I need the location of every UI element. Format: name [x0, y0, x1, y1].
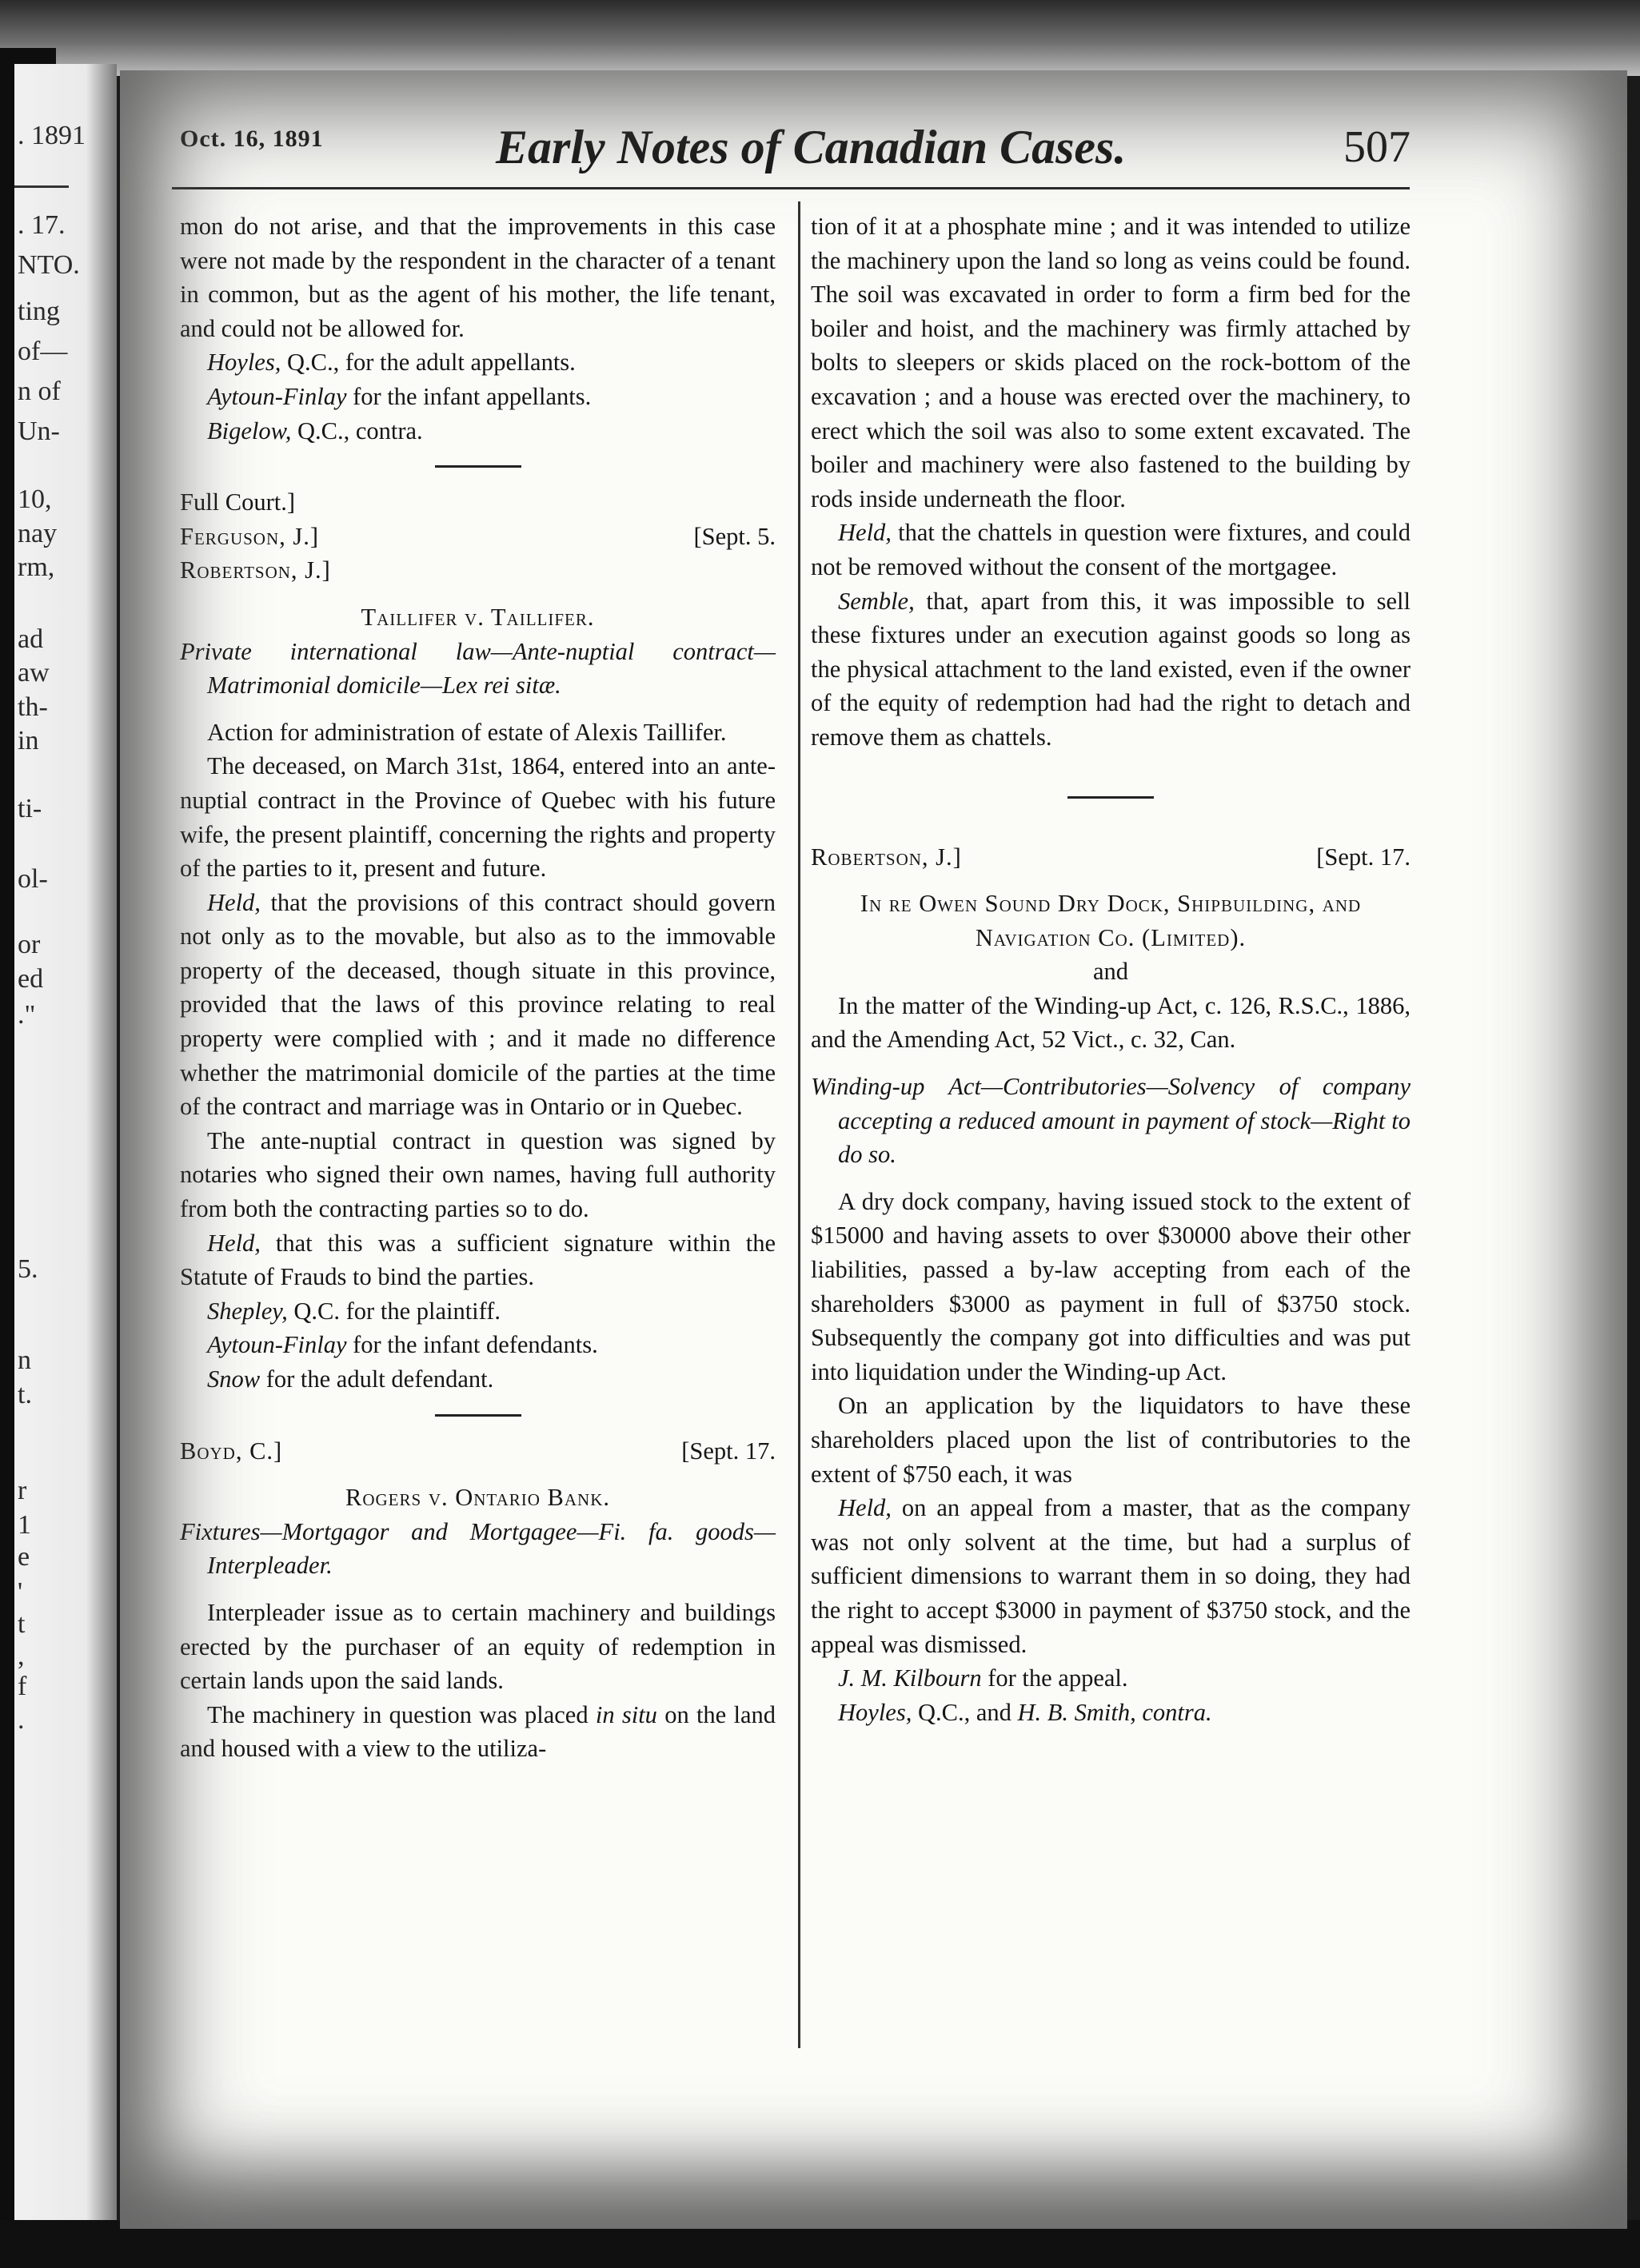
judge-name: Robertson, J.] [180, 556, 331, 584]
previous-page-fragment: ' [18, 1577, 23, 1607]
column-divider [798, 201, 800, 2048]
case-date: [Sept. 17. [1316, 843, 1411, 871]
previous-page-fragment: f [18, 1672, 27, 1701]
case-title: In re Owen Sound Dry Dock, Shipbuilding, and Navigation Co. (Limited). [860, 890, 1362, 951]
previous-page-fragment: rm, [18, 552, 55, 582]
headnote: Fixtures—Mortgagor and Mortgagee—Fi. fa. goods—Interpleader. [180, 1517, 776, 1580]
judge-name: Ferguson, J.] [180, 522, 320, 550]
paragraph: Action for administration of estate of Alexis Taillifer. [207, 718, 727, 746]
case-subtitle: In the matter of the Winding-up Act, c. 126, R.S.C., 1886, and the Amending Act, 52 Vict., c. 32, Can. [811, 991, 1411, 1054]
previous-page-fragment: in [18, 726, 39, 755]
holding: Held, on an appeal from a master, that as the company was not only solvent at the time, but had a surplus of sufficient dimensions to warrant them in so doing, they had the right to accept $3000 in payment of $3750 stock, and the appeal was dismissed. [811, 1494, 1411, 1658]
previous-page-fragment: n of [18, 377, 61, 406]
case-date: [Sept. 17. [681, 1437, 776, 1465]
counsel-line: Hoyles, Q.C., and H. B. Smith, contra. [838, 1698, 1212, 1726]
previous-page-fragment: ting [18, 297, 60, 326]
header-date: Oct. 16, 1891 [180, 126, 324, 152]
court-line: Boyd, C.] [180, 1437, 283, 1465]
previous-page-fragment: r [18, 1476, 27, 1505]
holding: Held, that the provisions of this contract should govern not only as to the movable, but also as to the immovable property of the deceased, though situate in this province, provided that the laws of this province relating to real property were complied with ; and it made no difference whether the matrimonial domicile of the parties at the time of the contract and marriage was in Ontario or in Quebec. [180, 888, 776, 1121]
previous-page-fragment: , [18, 1641, 25, 1671]
case-title-and: and [1092, 958, 1129, 986]
paragraph: The ante-nuptial contract in question was signed by notaries who signed their own names, having full authority from both the contracting parties so to do. [180, 1126, 776, 1223]
previous-page-fragment: ed [18, 964, 44, 994]
paragraph: The machinery in question was placed in situ on the land and housed with a view to the utiliza- [180, 1700, 776, 1763]
headnote: Winding-up Act—Contributories—Solvency of company accepting a reduced amount in payment of stock—Right to do so. [811, 1073, 1411, 1169]
previous-page-fragment: . [18, 1705, 25, 1735]
judge-row [180, 520, 776, 554]
paragraph: mon do not arise, and that the improvements in this case were not made by the respondent in the character of a tenant in common, but as the agent of his mother, the life tenant, and could not be allowed for. [180, 213, 776, 342]
scan-shadow-top [0, 0, 1640, 76]
previous-page-fragment: ti- [18, 794, 42, 823]
paragraph: A dry dock company, having issued stock to the extent of $15000 and having assets to over $30000 above their other liabilities, passed a by-law accepting from each of the shareholders $3000 as payment in full of $3750 stock. Subsequently the company got into difficulties and was put into liquidation under the Winding-up Act. [811, 1187, 1411, 1385]
previous-page-fragment: e [18, 1542, 30, 1572]
previous-page-fragment: . 1891 [18, 121, 86, 150]
previous-page-fragment: aw [18, 658, 50, 688]
header-rule [172, 187, 1410, 189]
previous-page-fragment: 1 [18, 1510, 31, 1540]
section-rule [1067, 796, 1154, 799]
previous-page-fragment: 10, [18, 484, 52, 514]
previous-page-fragment: NTO. [18, 250, 80, 280]
paragraph: On an application by the liquidators to have these shareholders placed upon the list of contributories to the extent of $750 each, it was [811, 1392, 1411, 1488]
previous-page-fragment: . 17. [18, 210, 66, 240]
paragraph: Interpleader issue as to certain machinery and buildings erected by the purchaser of an equity of redemption in certain lands upon the said lands. [180, 1598, 776, 1695]
judge-row [180, 1434, 776, 1469]
counsel-line: Shepley, Q.C. for the plaintiff. [207, 1297, 501, 1325]
left-column [180, 209, 776, 1766]
counsel-line: J. M. Kilbourn for the appeal. [838, 1664, 1128, 1692]
counsel-line: Aytoun-Finlay for the infant defendants. [207, 1331, 598, 1359]
holding: Held, that the chattels in question were fixtures, and could not be removed without the consent of the mortgagee. [811, 519, 1411, 580]
previous-page-fragment: t [18, 1609, 26, 1639]
previous-page-rule [14, 185, 69, 188]
holding: Held, that this was a sufficient signature within the Statute of Frauds to bind the parties. [180, 1229, 776, 1291]
running-title: Early Notes of Canadian Cases. [496, 121, 1127, 173]
previous-page-fragment: ad [18, 624, 44, 654]
paragraph: The deceased, on March 31st, 1864, entered into an ante-nuptial contract in the Province of Quebec with his future wife, the present plaintiff, concerning the rights and property of the parties to it, present and future. [180, 752, 776, 883]
case-date: [Sept. 5. [693, 522, 776, 550]
previous-page-fragment: 5. [18, 1254, 38, 1284]
previous-page-fragment: or [18, 930, 41, 959]
court-line: Robertson, J.] [811, 843, 962, 871]
counsel-line: Bigelow, Q.C., contra. [207, 417, 423, 444]
headnote: Private international law—Ante-nuptial contract—Matrimonial domicile—Lex rei sitæ. [180, 637, 776, 700]
previous-page-fragment: n [18, 1345, 31, 1375]
counsel-line: Aytoun-Finlay for the infant appellants. [207, 382, 592, 410]
right-column [811, 209, 1411, 1729]
previous-page-fragment: t. [18, 1380, 32, 1409]
paragraph: tion of it at a phosphate mine ; and it was intended to utilize the machinery upon the land so long as veins could be found. The soil was excavated in order to form a firm bed for the boiler and hoist, and the machinery was firmly attached by bolts to sleepers or skids placed on the rock-bottom of the excavation ; and a house was erected over the machinery, to erect which the soil was also to some extent excavated. The boiler and machinery were also fastened to the building by rods inside underneath the floor. [811, 213, 1411, 512]
semble: Semble, that, apart from this, it was impossible to sell these fixtures under an execution against goods so long as the physical attachment to the land existed, even if the owner of the equity of redemption had had the right to detach and remove them as chattels. [811, 587, 1411, 751]
page-number: 507 [1343, 122, 1411, 172]
previous-page-fragment: nay [18, 519, 58, 548]
court-line: Full Court.] [180, 488, 296, 516]
previous-page-fragment: Un- [18, 417, 60, 446]
previous-page-fragment: ." [18, 1000, 36, 1030]
section-rule [435, 465, 521, 468]
previous-page-fragment: th- [18, 692, 48, 722]
previous-page-fragment: ol- [18, 864, 48, 894]
counsel-line: Snow for the adult defendant. [207, 1365, 494, 1393]
case-title: Taillifer v. Taillifer. [361, 603, 595, 631]
section-rule [435, 1414, 521, 1417]
counsel-line: Hoyles, Q.C., for the adult appellants. [207, 349, 576, 377]
previous-page-fragment: of— [18, 337, 68, 366]
judge-row [811, 840, 1411, 875]
case-title: Rogers v. Ontario Bank. [345, 1484, 610, 1512]
